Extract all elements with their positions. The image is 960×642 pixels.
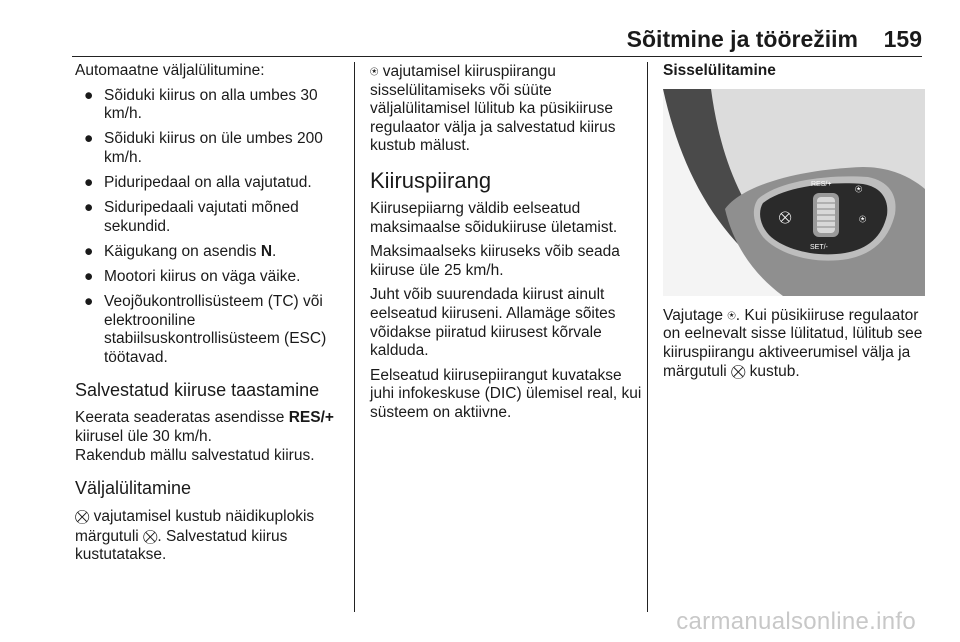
paragraph: ⛒ vajutamisel kustub näidikuplokis märgutuli ⛒. Salvestatud kiirus kustutatakse. <box>75 508 315 564</box>
cruise-on-icon: ⍟ <box>855 181 863 196</box>
paragraph: Juht võib suurendada kiirust ainult eelseatud kiiruseni. Allamäge sõites võidakse piiratud kiirusest kõrvale kalduda. <box>370 286 616 360</box>
cruise-off-icon: ⛒ <box>779 209 792 224</box>
paragraph: Keerata seaderatas asendisse RES/+ kiirusel üle 30 km/h. Rakendub mällu salvestatud kiirus. <box>75 409 334 464</box>
paragraph: Vajutage ⍟. Kui püsikiiruse regulaator on eelnevalt sisse lülitatud, lülitub see kiiruspiirangu aktiveerumisel välja ja märgutuli ⛒ kustub. <box>663 306 923 381</box>
watermark: carmanualsonline.info <box>676 608 916 635</box>
set-label: SET/- <box>810 243 828 251</box>
res-label: RES/+ <box>811 180 832 188</box>
column-divider <box>647 62 648 612</box>
list-item: ● Sõiduki kiirus on üle umbes 200 km/h. <box>84 130 323 166</box>
bullet-icon: ● <box>84 199 94 217</box>
steering-wheel-image <box>663 89 925 296</box>
section-heading: Kiiruspiirang <box>370 167 492 193</box>
list-item: ● Mootori kiirus on väga väike. <box>84 267 301 285</box>
section-heading: Sisselülitamine <box>663 62 776 79</box>
list-item: ● Piduripedaal on alla vajutatud. <box>84 173 312 191</box>
paragraph: Eelseatud kiirusepiirangut kuvatakse juhi infokeskuse (DIC) ülemisel real, kui süsteem on aktiivne. <box>370 366 642 421</box>
bullet-icon: ● <box>84 86 94 104</box>
list-item: ● Sõiduki kiirus on alla umbes 30 km/h. <box>84 86 318 123</box>
bullet-icon: ● <box>84 130 94 148</box>
column-1 <box>75 62 343 571</box>
speed-limiter-icon: ⍟ <box>370 63 379 79</box>
section-heading: Väljalülitamine <box>75 478 192 499</box>
speed-limiter-icon: ⍟ <box>859 211 867 226</box>
bullet-list <box>75 87 343 368</box>
page-title: Sõitmine ja töörežiim <box>626 26 858 52</box>
header-rule <box>72 56 922 57</box>
page-number: 159 <box>883 26 922 52</box>
cruise-off-icon: ⛒ <box>143 527 158 544</box>
paragraph: ⍟ vajutamisel kiiruspiirangu sisselülitamiseks või süüte väljalülitamisel lülitub ka püsikiiruse regulaator välja ja salvestatud kiirus kustub mälust. <box>370 63 616 155</box>
bullet-icon: ● <box>84 267 94 285</box>
page-header <box>0 0 960 58</box>
gear-position: N <box>260 242 273 260</box>
list-item: ● Käigukang on asendis N. <box>84 242 277 260</box>
intro-text: Automaatne väljalülitumine: <box>75 62 265 79</box>
paragraph: Maksimaalseks kiiruseks võib seada kiiruse üle 25 km/h. <box>370 243 620 279</box>
speed-limiter-icon: ⍟ <box>727 306 736 323</box>
cruise-off-icon: ⛒ <box>731 363 746 380</box>
list-item: ● Siduripedaali vajutati mõned sekundid. <box>84 199 299 235</box>
section-heading: Salvestatud kiiruse taastamine <box>75 380 320 401</box>
bullet-icon: ● <box>84 292 94 310</box>
column-divider <box>354 62 355 612</box>
bullet-icon: ● <box>84 242 94 260</box>
bullet-icon: ● <box>84 173 94 191</box>
cruise-off-icon: ⛒ <box>75 508 90 525</box>
list-item: ● Veojõukontrollisüsteem (TC) või elektrooniline stabiilsuskontrollisüsteem (ESC) töötavad. <box>84 292 327 366</box>
paragraph: Kiirusepiiarng väldib eelseatud maksimaalse sõidukiiruse ületamist. <box>370 199 618 236</box>
column-2 <box>370 62 642 429</box>
column-3 <box>663 62 925 388</box>
res-label: RES/+ <box>288 409 334 427</box>
